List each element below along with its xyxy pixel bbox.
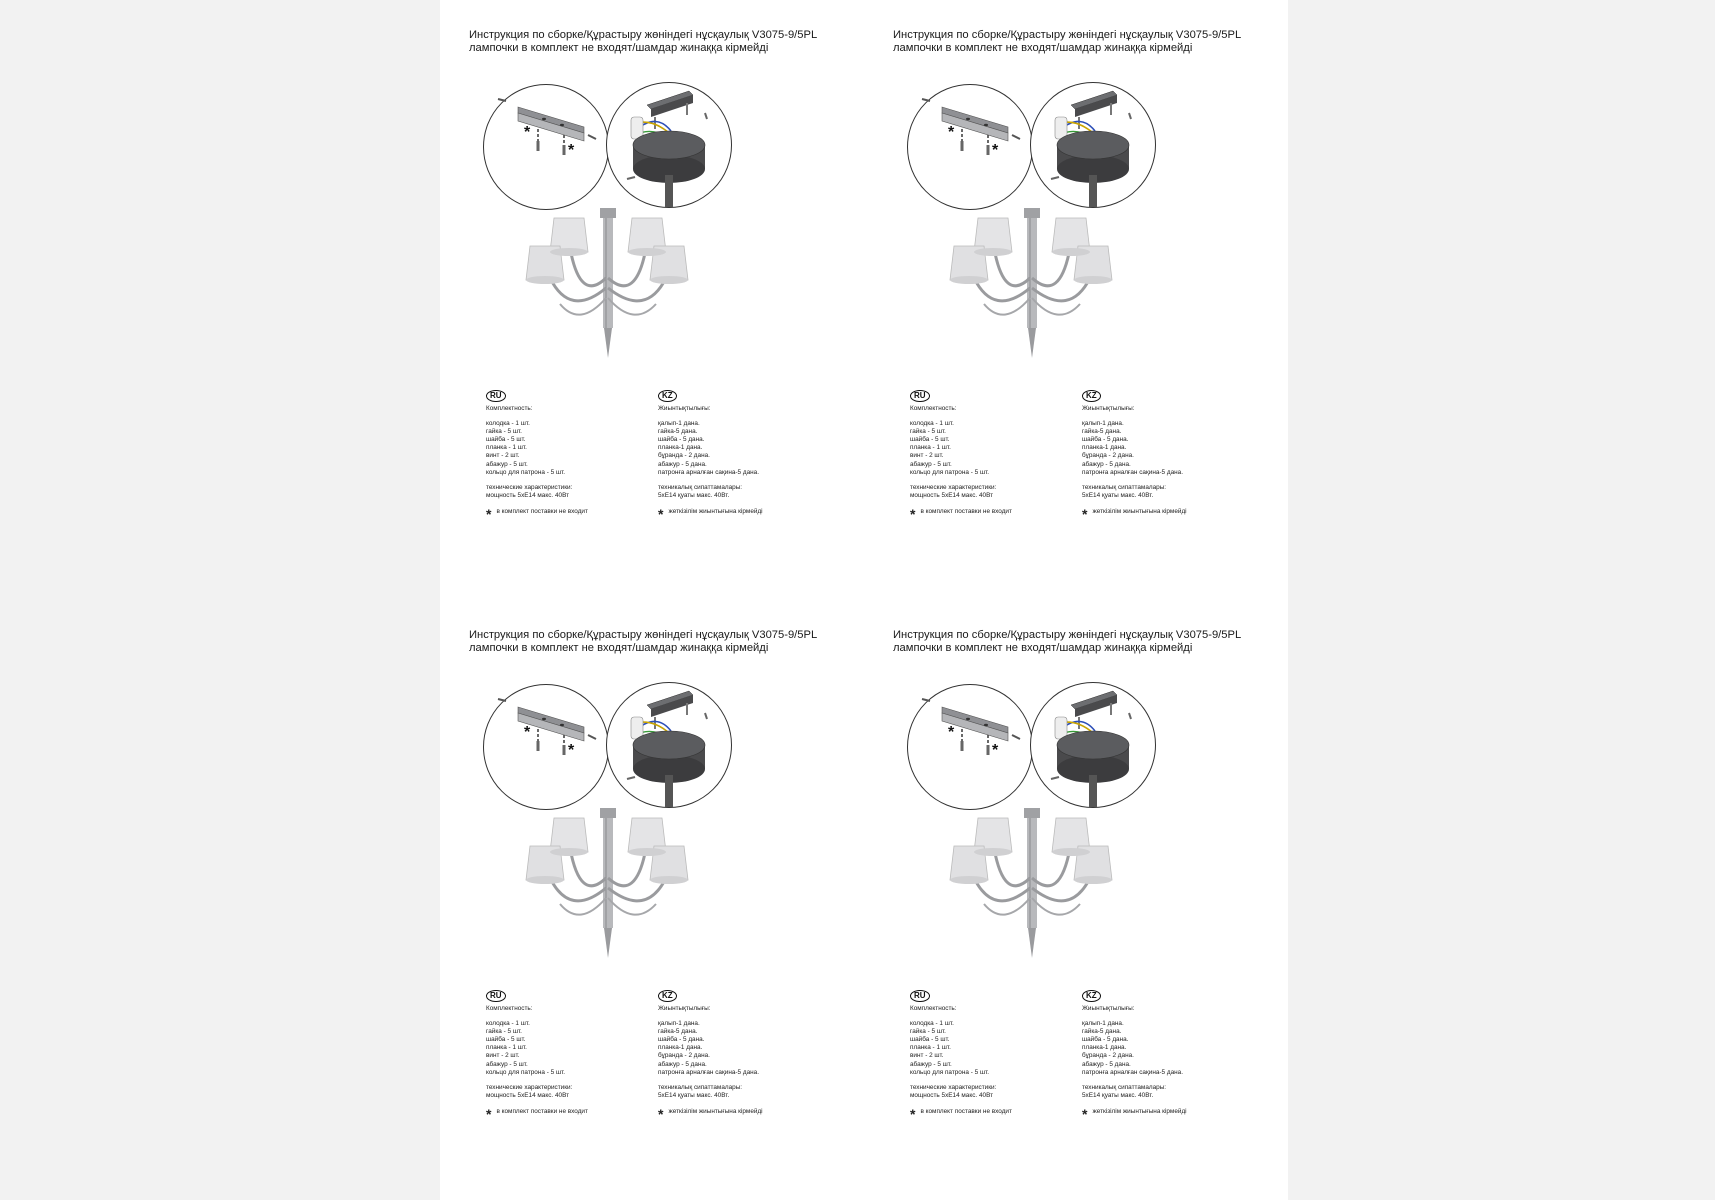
mounting-plate-illustration — [908, 85, 1032, 209]
star-icon: * — [910, 1105, 916, 1122]
ru-item: винт - 2 шт. — [486, 452, 520, 460]
ru-spec-heading: технические характеристики: — [486, 1083, 573, 1091]
ru-item: планка - 1 шт. — [486, 444, 527, 452]
kz-spec-heading: техникалық сипаттамалары: — [1082, 1083, 1167, 1091]
kz-item: қалып-1 дана. — [1082, 1020, 1124, 1028]
kz-note-text: жеткізілім жиынтығына кірмейді — [668, 1107, 763, 1115]
instruction-panel — [864, 600, 1288, 1200]
kz-item: гайка-5 дана. — [1082, 1028, 1122, 1036]
ru-item: планка - 1 шт. — [910, 444, 951, 452]
kz-item: шайба - 5 дана. — [658, 436, 705, 444]
title-line-1: Инструкция по сборке/Құрастыру жөніндегі нұсқаулық V3075-9/5PL — [893, 629, 1242, 641]
ru-spec-value: мощность 5хЕ14 макс. 40Вт — [486, 491, 570, 499]
ru-note — [910, 505, 1012, 522]
star-icon: * — [1082, 505, 1088, 522]
canopy-wiring-illustration — [1031, 683, 1155, 807]
mounting-plate-illustration — [484, 85, 608, 209]
ru-badge: RU — [910, 390, 930, 402]
ru-heading: Комплектность: — [910, 405, 957, 412]
chandelier-illustration — [520, 808, 696, 960]
title-line-1: Инструкция по сборке/Құрастыру жөніндегі нұсқаулық V3075-9/5PL — [893, 29, 1242, 41]
title-line-1: Инструкция по сборке/Құрастыру жөніндегі нұсқаулық V3075-9/5PL — [469, 629, 818, 641]
ru-item: шайба - 5 шт. — [910, 1036, 950, 1044]
ru-item: абажур - 5 шт. — [486, 1060, 528, 1068]
kz-item: бұранда - 2 дана. — [1082, 452, 1134, 460]
instruction-panel — [864, 0, 1288, 600]
chandelier-image — [520, 208, 696, 360]
ru-item: колодка - 1 шт. — [486, 1020, 530, 1028]
kz-item: абажур - 5 дана. — [658, 1060, 707, 1068]
kz-item: бұранда - 2 дана. — [658, 1052, 710, 1060]
kz-item: шайба - 5 дана. — [1082, 436, 1129, 444]
kz-heading: Жиынтықтылығы: — [658, 405, 711, 412]
chandelier-illustration — [520, 208, 696, 360]
ru-item: гайка - 5 шт. — [486, 428, 522, 436]
canopy-wiring-diagram — [1030, 82, 1156, 208]
ru-item: винт - 2 шт. — [910, 452, 944, 460]
ru-section — [910, 990, 1012, 1122]
kz-spec-heading: техникалық сипаттамалары: — [658, 483, 743, 491]
kz-item: планка-1 дана. — [658, 444, 703, 452]
mounting-plate-illustration — [908, 685, 1032, 809]
kz-spec-value: 5хЕ14 қуаты макс. 40Вт. — [1082, 491, 1154, 499]
ru-item: гайка - 5 шт. — [910, 1028, 946, 1036]
canopy-wiring-diagram — [606, 682, 732, 808]
kz-item: қалып-1 дана. — [658, 420, 700, 428]
star-icon: * — [910, 505, 916, 522]
kz-badge: KZ — [1082, 990, 1101, 1002]
ru-item: кольцо для патрона - 5 шт. — [910, 1068, 990, 1076]
ru-note — [486, 1105, 588, 1122]
kz-section — [1082, 390, 1187, 522]
chandelier-image — [944, 208, 1120, 360]
instruction-panel — [440, 600, 864, 1200]
star-icon: * — [658, 505, 664, 522]
instruction-title — [893, 29, 1273, 55]
kz-note-text: жеткізілім жиынтығына кірмейді — [1092, 507, 1187, 515]
kz-item: планка-1 дана. — [1082, 1044, 1127, 1052]
instruction-panel — [440, 0, 864, 600]
title-line-2: лампочки в комплект не входят/шамдар жинаққа кірмейді — [469, 642, 769, 654]
kz-spec-value: 5хЕ14 қуаты макс. 40Вт. — [658, 1091, 730, 1099]
ru-item: гайка - 5 шт. — [486, 1028, 522, 1036]
star-mark: * — [992, 742, 999, 759]
canopy-wiring-illustration — [607, 83, 731, 207]
ru-item: шайба - 5 шт. — [910, 436, 950, 444]
ru-item: кольцо для патрона - 5 шт. — [486, 1068, 566, 1076]
kz-spec-value: 5хЕ14 қуаты макс. 40Вт. — [1082, 1091, 1154, 1099]
ru-spec-value: мощность 5хЕ14 макс. 40Вт — [910, 1091, 994, 1099]
ru-spec-value: мощность 5хЕ14 макс. 40Вт — [486, 1091, 570, 1099]
chandelier-image — [520, 808, 696, 960]
kz-spec-heading: техникалық сипаттамалары: — [658, 1083, 743, 1091]
ru-note-text: в комплект поставки не входит — [496, 507, 588, 515]
ru-item: винт - 2 шт. — [910, 1052, 944, 1060]
ru-note-text: в комплект поставки не входит — [920, 1107, 1012, 1115]
star-mark: * — [568, 742, 575, 759]
star-mark: * — [948, 124, 955, 141]
kz-note — [1082, 1105, 1187, 1122]
kz-item: гайка-5 дана. — [658, 428, 698, 436]
kz-item: шайба - 5 дана. — [1082, 1036, 1129, 1044]
kz-section — [658, 990, 763, 1122]
kz-item: патронға арналған сақина-5 дана. — [1082, 1068, 1184, 1076]
kz-item: планка-1 дана. — [1082, 444, 1127, 452]
ru-item: абажур - 5 шт. — [910, 460, 952, 468]
star-icon: * — [1082, 1105, 1088, 1122]
mounting-plate-diagram — [907, 84, 1033, 210]
kz-item: гайка-5 дана. — [1082, 428, 1122, 436]
ru-item: абажур - 5 шт. — [910, 1060, 952, 1068]
star-icon: * — [486, 505, 492, 522]
ru-item: планка - 1 шт. — [486, 1044, 527, 1052]
kz-section — [1082, 990, 1187, 1122]
kz-heading: Жиынтықтылығы: — [658, 1005, 711, 1012]
ru-item: винт - 2 шт. — [486, 1052, 520, 1060]
ru-badge: RU — [486, 990, 506, 1002]
chandelier-illustration — [944, 208, 1120, 360]
ru-spec-heading: технические характеристики: — [910, 483, 997, 491]
mounting-plate-illustration — [484, 685, 608, 809]
kz-item: абажур - 5 дана. — [1082, 1060, 1131, 1068]
kz-badge: KZ — [1082, 390, 1101, 402]
ru-spec-heading: технические характеристики: — [910, 1083, 997, 1091]
ru-section — [486, 990, 588, 1122]
star-mark: * — [568, 142, 575, 159]
kz-item: қалып-1 дана. — [658, 1020, 700, 1028]
chandelier-image — [944, 808, 1120, 960]
ru-section — [486, 390, 588, 522]
ru-badge: RU — [910, 990, 930, 1002]
ru-heading: Комплектность: — [486, 1005, 533, 1012]
canopy-wiring-diagram — [606, 82, 732, 208]
ru-section — [910, 390, 1012, 522]
kz-item: патронға арналған сақина-5 дана. — [658, 1068, 760, 1076]
kz-badge: KZ — [658, 390, 677, 402]
mounting-plate-diagram — [483, 84, 609, 210]
star-icon: * — [486, 1105, 492, 1122]
ru-note-text: в комплект поставки не входит — [920, 507, 1012, 515]
kz-item: шайба - 5 дана. — [658, 1036, 705, 1044]
ru-item: колодка - 1 шт. — [910, 1020, 954, 1028]
instruction-sheet — [440, 0, 1288, 1200]
ru-note-text: в комплект поставки не входит — [496, 1107, 588, 1115]
ru-spec-heading: технические характеристики: — [486, 483, 573, 491]
kz-note — [658, 505, 763, 522]
canopy-wiring-illustration — [1031, 83, 1155, 207]
kz-item: бұранда - 2 дана. — [658, 452, 710, 460]
kz-note-text: жеткізілім жиынтығына кірмейді — [668, 507, 763, 515]
title-line-1: Инструкция по сборке/Құрастыру жөніндегі нұсқаулық V3075-9/5PL — [469, 29, 818, 41]
kz-note-text: жеткізілім жиынтығына кірмейді — [1092, 1107, 1187, 1115]
kz-item: бұранда - 2 дана. — [1082, 1052, 1134, 1060]
kz-item: қалып-1 дана. — [1082, 420, 1124, 428]
ru-note — [910, 1105, 1012, 1122]
kz-section — [658, 390, 763, 522]
kz-item: планка-1 дана. — [658, 1044, 703, 1052]
kz-note — [658, 1105, 763, 1122]
kz-item: абажур - 5 дана. — [1082, 460, 1131, 468]
kz-item: патронға арналған сақина-5 дана. — [1082, 468, 1184, 476]
ru-item: кольцо для патрона - 5 шт. — [910, 468, 990, 476]
canopy-wiring-illustration — [607, 683, 731, 807]
chandelier-illustration — [944, 808, 1120, 960]
kz-item: патронға арналған сақина-5 дана. — [658, 468, 760, 476]
ru-heading: Комплектность: — [910, 1005, 957, 1012]
star-icon: * — [658, 1105, 664, 1122]
star-mark: * — [524, 724, 531, 741]
title-line-2: лампочки в комплект не входят/шамдар жинаққа кірмейді — [469, 42, 769, 54]
ru-spec-value: мощность 5хЕ14 макс. 40Вт — [910, 491, 994, 499]
ru-item: гайка - 5 шт. — [910, 428, 946, 436]
ru-item: планка - 1 шт. — [910, 1044, 951, 1052]
ru-heading: Комплектность: — [486, 405, 533, 412]
instruction-title — [893, 629, 1273, 655]
instruction-title — [469, 629, 849, 655]
kz-badge: KZ — [658, 990, 677, 1002]
ru-note — [486, 505, 588, 522]
star-mark: * — [524, 124, 531, 141]
star-mark: * — [992, 142, 999, 159]
title-line-2: лампочки в комплект не входят/шамдар жинаққа кірмейді — [893, 42, 1193, 54]
kz-spec-value: 5хЕ14 қуаты макс. 40Вт. — [658, 491, 730, 499]
kz-heading: Жиынтықтылығы: — [1082, 405, 1135, 412]
kz-spec-heading: техникалық сипаттамалары: — [1082, 483, 1167, 491]
ru-item: шайба - 5 шт. — [486, 436, 526, 444]
ru-item: шайба - 5 шт. — [486, 1036, 526, 1044]
ru-item: колодка - 1 шт. — [486, 420, 530, 428]
instruction-title — [469, 29, 849, 55]
ru-item: абажур - 5 шт. — [486, 460, 528, 468]
canopy-wiring-diagram — [1030, 682, 1156, 808]
ru-item: колодка - 1 шт. — [910, 420, 954, 428]
ru-item: кольцо для патрона - 5 шт. — [486, 468, 566, 476]
kz-heading: Жиынтықтылығы: — [1082, 1005, 1135, 1012]
mounting-plate-diagram — [907, 684, 1033, 810]
mounting-plate-diagram — [483, 684, 609, 810]
ru-badge: RU — [486, 390, 506, 402]
kz-item: абажур - 5 дана. — [658, 460, 707, 468]
title-line-2: лампочки в комплект не входят/шамдар жинаққа кірмейді — [893, 642, 1193, 654]
kz-item: гайка-5 дана. — [658, 1028, 698, 1036]
star-mark: * — [948, 724, 955, 741]
kz-note — [1082, 505, 1187, 522]
